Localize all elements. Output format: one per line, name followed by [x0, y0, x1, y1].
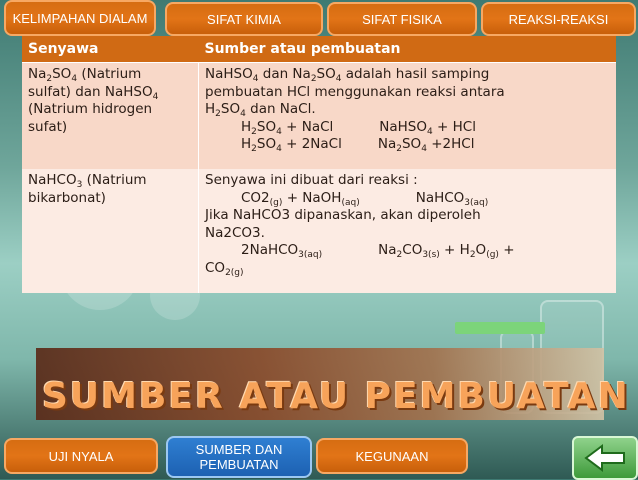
nav-kelimpahan-dialam-button[interactable]: KELIMPAHAN DIALAM: [4, 0, 156, 36]
row2-source-cell: Senyawa ini dibuat dari reaksi : $CO2_{(g)}$ + NaOH$_{(aq)}$ NaHCO$_{3(aq)}$ Jika NaHCO3 dipanaskan, akan diperoleh Na2CO3. 2NaHCO$_{3(aq)}$ $Na_2CO_{3(s)} + H_2O_{(g)}$ + $CO_{2(g)}$: [199, 169, 617, 293]
nav-sumber-pembuatan-button[interactable]: SUMBER DAN PEMBUATAN: [166, 436, 312, 478]
bottom-navigation: [0, 436, 638, 479]
header-senyawa: Senyawa: [22, 36, 199, 63]
header-sumber: Sumber atau pembuatan: [199, 36, 617, 63]
table-row: [22, 63, 616, 170]
back-button[interactable]: [572, 436, 638, 480]
decorative-green-bar: [455, 322, 545, 334]
nav-sifat-kimia-button[interactable]: SIFAT KIMIA: [165, 2, 323, 36]
row1-compound-cell: $Na_2SO_4$ (Natrium sulfat) dan NaHSO$_4$ (Natrium hidrogen sufat): [22, 63, 199, 170]
row1-source-cell: NaHSO$_4$ dan $Na_2SO_4$ adalah hasil samping pembuatan HCl menggunakan reaksi antara $H_2SO_4$ dan NaCl. $H_2SO_4$ + NaCl NaHSO$_4$ + HCl $H_2SO_4$ + 2NaCl $Na_2SO_4 +2HCl$: [199, 63, 617, 170]
row2-compound-cell: NaHCO$_3$ (Natrium bikarbonat): [22, 169, 199, 293]
table-row: [22, 169, 616, 293]
page-title: SUMBER ATAU PEMBUATAN: [42, 376, 630, 417]
nav-reaksi-reaksi-button[interactable]: REAKSI-REAKSI: [481, 2, 636, 36]
nav-kegunaan-button[interactable]: KEGUNAAN: [316, 438, 468, 474]
back-arrow-icon: [582, 443, 628, 473]
nav-sifat-fisika-button[interactable]: SIFAT FISIKA: [327, 2, 477, 36]
top-navigation: [0, 0, 638, 36]
nav-uji-nyala-button[interactable]: UJI NYALA: [4, 438, 158, 474]
compound-table: [22, 36, 616, 293]
